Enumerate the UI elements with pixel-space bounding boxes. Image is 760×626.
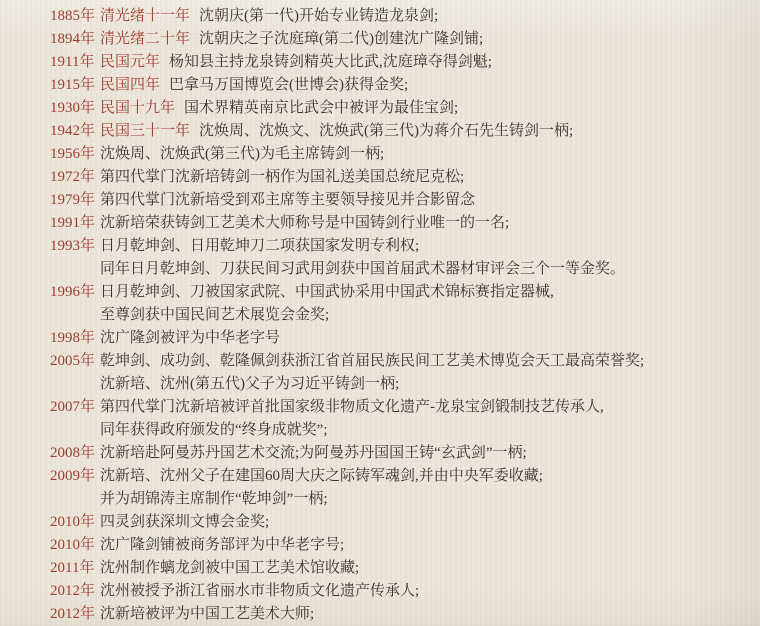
timeline-year: 2010年 <box>50 537 96 553</box>
timeline-entry <box>50 51 742 74</box>
timeline-entry-content <box>100 350 742 396</box>
timeline-text: 日月乾坤剑、刀被国家武院、中国武协采用中国武术锦标赛指定器械, <box>100 284 554 300</box>
timeline-entry <box>50 511 742 534</box>
timeline-entry-content <box>100 557 742 580</box>
timeline-entry <box>50 580 742 603</box>
timeline-entry <box>50 327 742 350</box>
timeline-year: 1991年 <box>50 215 96 231</box>
timeline-first-line <box>100 74 742 97</box>
timeline-entry-content <box>100 97 742 120</box>
timeline-text: 第四代掌门沈新培被评首批国家级非物质文化遗产-龙泉宝剑锻制技艺传承人, <box>100 399 604 415</box>
timeline-year: 1930年 <box>50 100 96 116</box>
timeline-text: 沈焕周、沈焕武(第三代)为毛主席铸剑一柄; <box>100 146 385 162</box>
timeline-year: 2011年 <box>50 560 95 576</box>
timeline-entry-content <box>100 189 742 212</box>
timeline-entry-content <box>100 327 742 350</box>
timeline-entry <box>50 143 742 166</box>
timeline-entry <box>50 28 742 51</box>
timeline-year: 2007年 <box>50 399 96 415</box>
timeline-year: 1998年 <box>50 330 96 346</box>
timeline-entry-content <box>100 74 742 97</box>
timeline-era: 清光绪二十年 <box>100 31 191 47</box>
timeline-entry <box>50 212 742 235</box>
timeline-text-continued: 同年获得政府颁发的“终身成就奖”; <box>100 422 328 438</box>
timeline-entry-content <box>100 28 742 51</box>
timeline-entry <box>50 534 742 557</box>
timeline-text-continued: 同年日月乾坤剑、刀获民间习武用剑获中国首届武术器材审评会三个一等金奖。 <box>100 261 626 277</box>
timeline-entry-content <box>100 166 742 189</box>
timeline-era: 民国三十一年 <box>100 123 191 139</box>
timeline-entry-content <box>100 5 742 28</box>
timeline-year: 1942年 <box>50 123 96 139</box>
timeline-text: 沈朝庆之子沈庭璋(第二代)创建沈广隆剑铺; <box>199 31 484 47</box>
timeline-entry <box>50 97 742 120</box>
timeline-first-line <box>100 120 742 143</box>
timeline-text: 沈广隆剑被评为中华老字号 <box>100 330 281 346</box>
timeline-text-continued: 并为胡锦涛主席制作“乾坤剑”一柄; <box>100 491 328 507</box>
timeline-text: 沈新培赴阿曼苏丹国艺术交流;为阿曼苏丹国国王铸“玄武剑”一柄; <box>100 445 527 461</box>
timeline-text: 乾坤剑、成功剑、乾隆佩剑获浙江省首届民族民间工艺美术博览会天工最高荣誉奖; <box>100 353 645 369</box>
timeline-year: 1979年 <box>50 192 96 208</box>
timeline-entry-content <box>100 51 742 74</box>
timeline-year: 2009年 <box>50 468 96 484</box>
timeline-entry-content <box>100 442 742 465</box>
timeline-year: 1885年 <box>50 8 96 24</box>
timeline-first-line <box>100 97 742 120</box>
timeline-entry <box>50 74 742 97</box>
timeline-entry-content <box>100 212 742 235</box>
timeline-text: 巴拿马万国博览会(世博会)获得金奖; <box>169 77 409 93</box>
timeline-year: 2008年 <box>50 445 96 461</box>
timeline-entry-content <box>100 281 742 327</box>
timeline-year: 1996年 <box>50 284 96 300</box>
timeline-year: 2012年 <box>50 583 96 599</box>
timeline-text-continued: 至尊剑获中国民间艺术展览会金奖; <box>100 307 330 323</box>
timeline-entry-content <box>100 580 742 603</box>
timeline-text: 第四代掌门沈新培铸剑一柄作为国礼送美国总统尼克松; <box>100 169 465 185</box>
timeline-first-line <box>100 51 742 74</box>
timeline-text: 国术界精英南京比武会中被评为最佳宝剑; <box>184 100 459 116</box>
timeline-entry-content <box>100 235 742 281</box>
timeline-entry <box>50 5 742 28</box>
timeline-era: 清光绪十一年 <box>100 8 191 24</box>
timeline-entry <box>50 120 742 143</box>
timeline-entry <box>50 166 742 189</box>
timeline-year: 2010年 <box>50 514 96 530</box>
timeline-year: 1911年 <box>50 54 95 70</box>
timeline-entry <box>50 465 742 511</box>
timeline-entry-content <box>100 511 742 534</box>
timeline-text: 沈广隆剑铺被商务部评为中华老字号; <box>100 537 345 553</box>
timeline-entry <box>50 396 742 442</box>
timeline-era: 民国十九年 <box>100 100 176 116</box>
timeline-text: 四灵剑获深圳文博会金奖; <box>100 514 270 530</box>
timeline-year: 1993年 <box>50 238 96 254</box>
timeline-entry <box>50 189 742 212</box>
timeline-text-continued: 沈新培、沈州(第五代)父子为习近平铸剑一柄; <box>100 376 400 392</box>
timeline-year: 1915年 <box>50 77 96 93</box>
timeline-text: 第四代掌门沈新培受到邓主席等主要领导接见并合影留念 <box>100 192 476 208</box>
timeline-text: 沈新培被评为中国工艺美术大师; <box>100 606 315 622</box>
timeline-entry <box>50 603 742 626</box>
timeline-entry-content <box>100 396 742 442</box>
timeline-text: 日月乾坤剑、日用乾坤刀二项获国家发明专利权; <box>100 238 420 254</box>
timeline-entry-content <box>100 465 742 511</box>
timeline-entry-content <box>100 143 742 166</box>
timeline-text: 沈焕周、沈焕文、沈焕武(第三代)为蒋介石先生铸剑一柄; <box>199 123 574 139</box>
timeline-text: 沈新培荣获铸剑工艺美术大师称号是中国铸剑行业唯一的一名; <box>100 215 510 231</box>
timeline-entry <box>50 281 742 327</box>
timeline-entry-content <box>100 603 742 626</box>
timeline-era: 民国元年 <box>100 54 161 70</box>
timeline-text: 杨知县主持龙泉铸剑精英大比武,沈庭璋夺得剑魁; <box>169 54 492 70</box>
timeline-era: 民国四年 <box>100 77 161 93</box>
timeline-text: 沈州制作螭龙剑被中国工艺美术馆收藏; <box>100 560 360 576</box>
timeline-entry-content <box>100 120 742 143</box>
timeline-year: 2012年 <box>50 606 96 622</box>
timeline-text: 沈朝庆(第一代)开始专业铸造龙泉剑; <box>199 8 439 24</box>
timeline-year: 1894年 <box>50 31 96 47</box>
timeline-year: 1972年 <box>50 169 96 185</box>
timeline-entry <box>50 350 742 396</box>
timeline-first-line <box>100 28 742 51</box>
timeline-year: 1956年 <box>50 146 96 162</box>
timeline-entry <box>50 557 742 580</box>
timeline-entry <box>50 442 742 465</box>
timeline-text: 沈州被授予浙江省丽水市非物质文化遗产传承人; <box>100 583 420 599</box>
timeline-entry-content <box>100 534 742 557</box>
timeline-year: 2005年 <box>50 353 96 369</box>
timeline-text: 沈新培、沈州父子在建国60周大庆之际铸军魂剑,并由中央军委收藏; <box>100 468 543 484</box>
timeline-first-line <box>100 5 742 28</box>
timeline-entry <box>50 235 742 281</box>
